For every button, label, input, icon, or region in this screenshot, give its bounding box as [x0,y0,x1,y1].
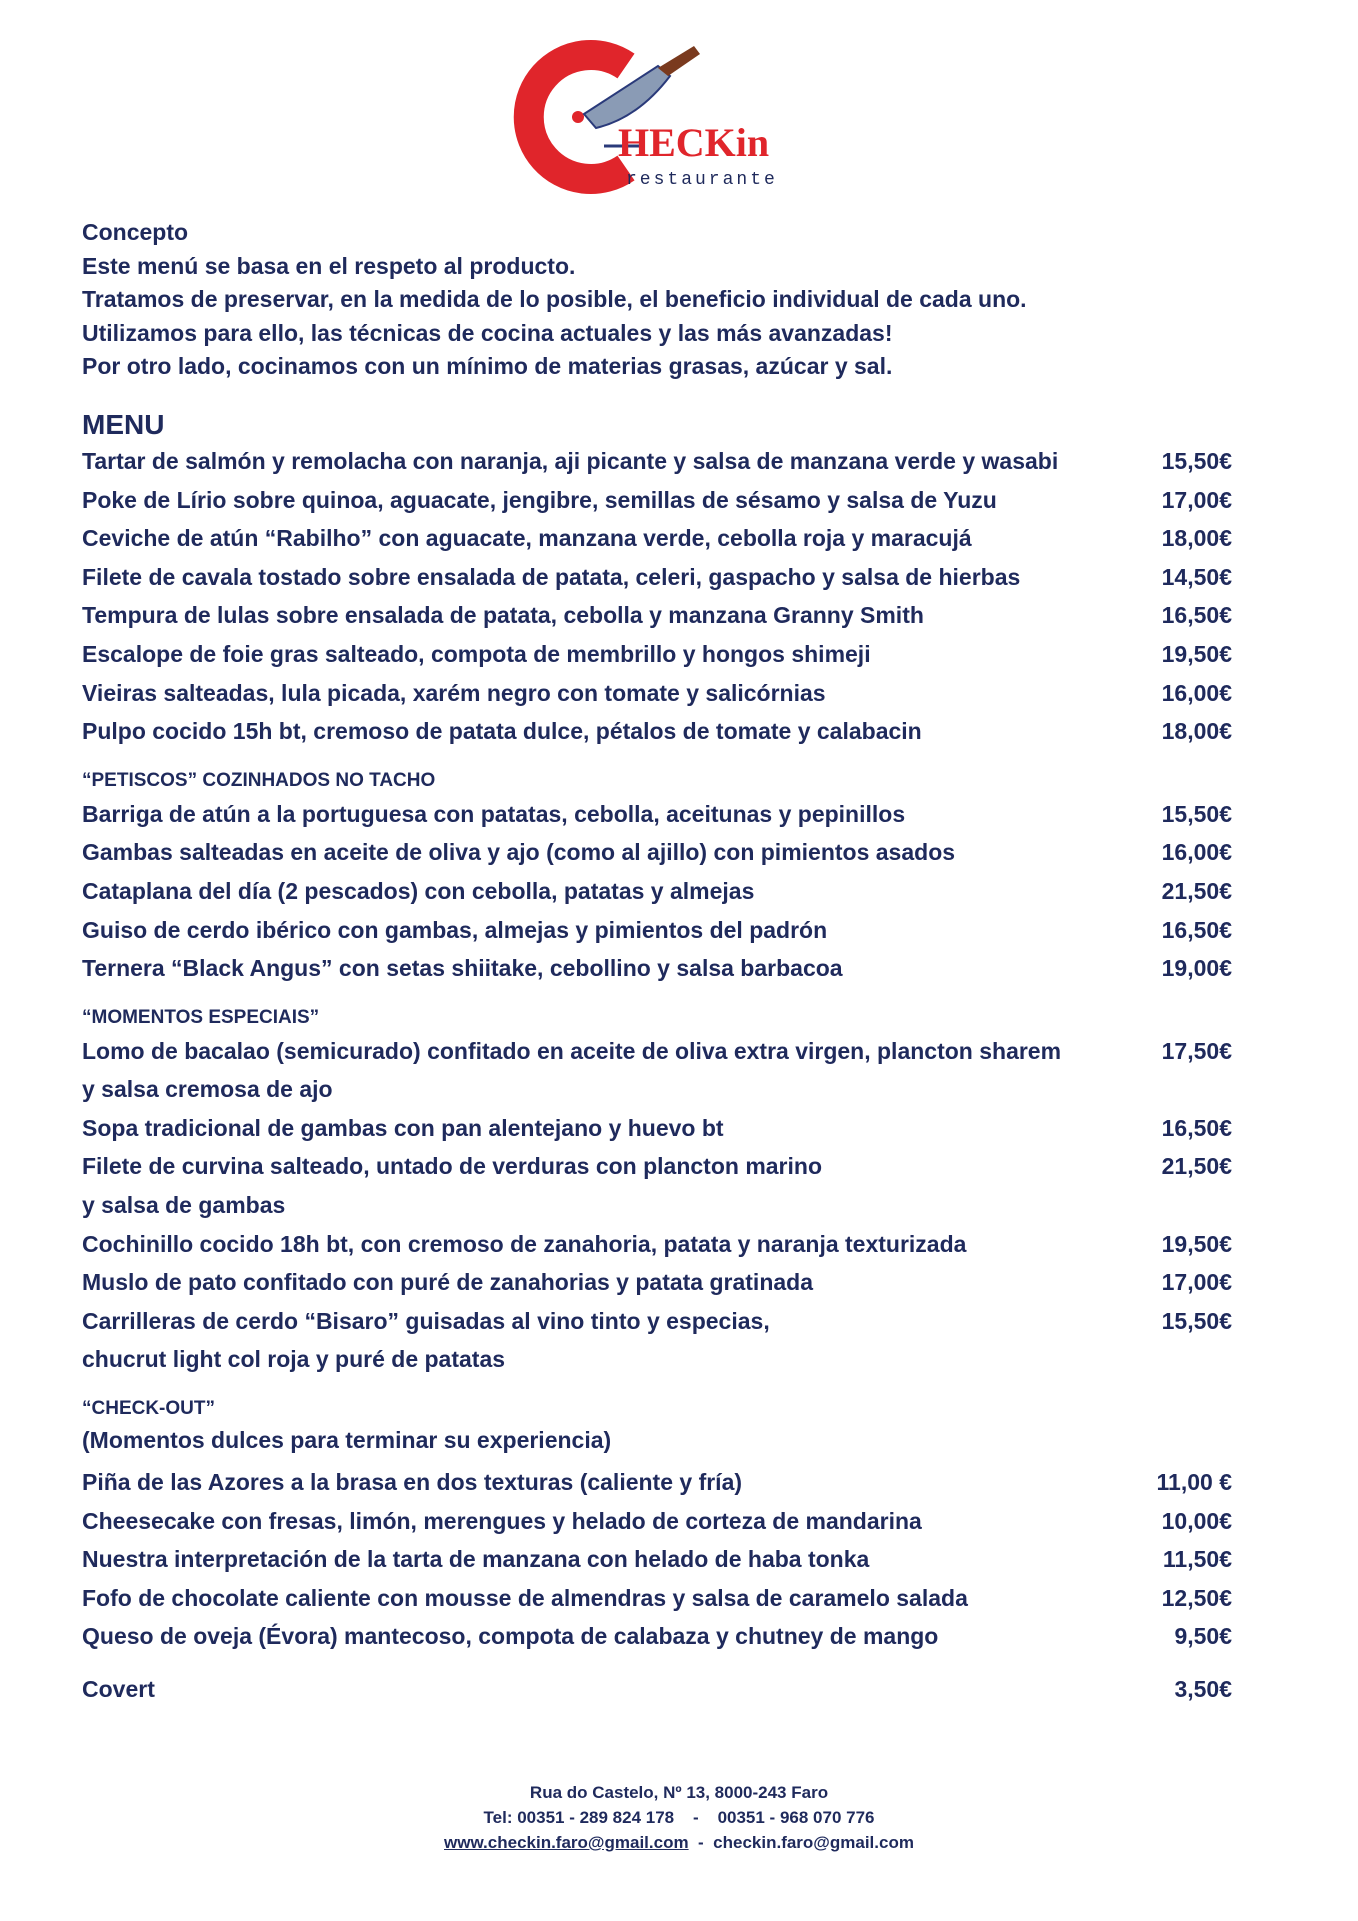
knife-handle [658,46,700,76]
menu-item [82,1617,1232,1656]
menu-item [82,1147,1232,1224]
checkout-list [82,1463,1232,1656]
menu-item [82,1225,1232,1264]
covert-price: 3,50€ [1174,1676,1232,1702]
item-price: 17,00€ [1161,486,1232,513]
item-name: Nuestra interpretación de la tarta de manzana con helado de haba tonka [82,1546,870,1573]
menu-item [82,519,1232,558]
item-name: Cochinillo cocido 18h bt, con cremoso de zanahoria, patata y naranja texturizada [82,1230,967,1257]
item-name: Vieiras salteadas, lula picada, xarém negro con tomate y salicórnias [82,679,826,706]
menu-item [82,1463,1232,1502]
momentos-list [82,1032,1232,1379]
menu-item [82,442,1232,481]
item-name: Tempura de lulas sobre ensalada de patata, cebolla y manzana Granny Smith [82,602,924,629]
item-price: 17,00€ [1161,1269,1232,1296]
petiscos-list [82,795,1232,988]
item-price: 11,50€ [1162,1546,1232,1573]
item-price: 12,50€ [1161,1584,1232,1611]
item-name: Ternera “Black Angus” con setas shiitake, cebollino y salsa barbacoa [82,955,843,982]
item-name: Poke de Lírio sobre quinoa, aguacate, jengibre, semillas de sésamo y salsa de Yuzu [82,486,997,513]
item-price: 17,50€ [1161,1037,1232,1064]
item-name-line1: Filete de curvina salteado, untado de verduras con plancton marino [82,1153,822,1180]
menu-item [82,1540,1232,1579]
item-name: Barriga de atún a la portuguesa con patatas, cebolla, aceitunas y pepinillos [82,800,906,827]
petiscos-title: “PETISCOS” COZINHADOS NO TACHO [82,769,436,791]
logo-brand-text: HECKin [618,120,770,165]
item-name [82,1032,1102,1109]
menu-content [82,216,1232,1709]
item-price: 11,00 € [1156,1469,1232,1496]
menu-item [82,949,1232,988]
item-name: Sopa tradicional de gambas con pan alentejano y huevo bt [82,1114,724,1141]
item-price: 16,50€ [1161,602,1232,629]
menu-item [82,674,1232,713]
item-name: Queso de oveja (Évora) mantecoso, compota de calabaza y chutney de mango [82,1623,939,1650]
item-name: Pulpo cocido 15h bt, cremoso de patata dulce, pétalos de tomate y calabacin [82,718,922,745]
item-name-line2: chucrut light col roja y puré de patatas [82,1346,506,1373]
item-name: Tartar de salmón y remolacha con naranja, aji picante y salsa de manzana verde y wasabi [82,447,1059,474]
item-name: Filete de cavala tostado sobre ensalada de patata, celeri, gaspacho y salsa de hierbas [82,563,1021,590]
checkout-title: “CHECK-OUT” [82,1398,215,1420]
item-price: 10,00€ [1161,1507,1232,1534]
concept-line: Utilizamos para ello, las técnicas de cocina actuales y las más avanzadas! [82,319,893,346]
menu-item [82,872,1232,911]
item-price: 21,50€ [1161,877,1232,904]
checkout-subtitle: (Momentos dulces para terminar su experiencia) [82,1427,612,1454]
menu-item [82,481,1232,520]
footer-phones: Tel: 00351 - 289 824 178 - 00351 - 968 070 776 [483,1808,875,1827]
item-name: Gambas salteadas en aceite de oliva y ajo (como al ajillo) con pimientos asados [82,839,956,866]
menu-item [82,1032,1232,1109]
item-price: 9,50€ [1174,1623,1232,1650]
menu-item [82,1263,1232,1302]
knife-icon [584,66,670,128]
logo-subtitle-text: restaurante [626,170,778,190]
menu-item [82,635,1232,674]
footer-email[interactable]: checkin.faro@gmail.com [713,1833,914,1852]
item-price: 15,50€ [1161,1307,1232,1334]
item-name-line1: Lomo de bacalao (semicurado) confitado en aceite de oliva extra virgen, plancton sharem [82,1037,1062,1064]
footer-address: Rua do Castelo, Nº 13, 8000-243 Faro [529,1783,829,1802]
item-price: 16,50€ [1161,1114,1232,1141]
item-name [82,1147,1102,1224]
item-name-line1: Carrilleras de cerdo “Bisaro” guisadas al vino tinto y especias, [82,1307,770,1334]
item-price: 16,00€ [1161,839,1232,866]
item-price: 18,00€ [1161,718,1232,745]
momentos-title: “MOMENTOS ESPECIAIS” [82,1006,320,1028]
menu-item [82,712,1232,751]
footer-separator: - [688,1833,714,1852]
item-price: 15,50€ [1161,800,1232,827]
item-price: 14,50€ [1161,563,1232,590]
item-name: Escalope de foie gras salteado, compota de membrillo y hongos shimeji [82,640,871,667]
menu-list [82,442,1232,751]
covert-label: Covert [82,1676,155,1702]
item-name: Cheesecake con fresas, limón, merengues y helado de corteza de mandarina [82,1507,922,1534]
item-price: 19,50€ [1161,640,1232,667]
item-price: 16,50€ [1161,916,1232,943]
concept-line: Este menú se basa en el respeto al producto. [82,252,576,279]
concept-line: Por otro lado, cocinamos con un mínimo de materias grasas, azúcar y sal. [82,353,893,380]
item-name: Guiso de cerdo ibérico con gambas, almejas y pimientos del padrón [82,916,828,943]
footer [0,1780,1358,1855]
concept-heading: Concepto [82,219,189,245]
menu-item [82,1109,1232,1148]
item-price: 19,50€ [1161,1230,1232,1257]
item-name: Ceviche de atún “Rabilho” con aguacate, manzana verde, cebolla roja y maracujá [82,525,972,552]
menu-item [82,1579,1232,1618]
menu-item [82,596,1232,635]
logo-graphic [508,38,828,198]
item-name: Cataplana del día (2 pescados) con cebolla, patatas y almejas [82,877,755,904]
concept-line: Tratamos de preservar, en la medida de lo posible, el beneficio individual de cada uno. [82,286,1027,313]
menu-title: MENU [82,408,165,440]
item-name: Piña de las Azores a la brasa en dos texturas (caliente y fría) [82,1469,743,1496]
item-name: Fofo de chocolate caliente con mousse de almendras y salsa de caramelo salada [82,1584,968,1611]
item-name [82,1302,1102,1379]
restaurant-logo [508,38,828,198]
item-price: 19,00€ [1161,955,1232,982]
logo-dot [572,111,584,123]
footer-website-link[interactable]: www.checkin.faro@gmail.com [444,1833,689,1852]
item-name-line2: y salsa de gambas [82,1192,286,1219]
concept-section [82,216,1232,384]
item-price: 16,00€ [1161,679,1232,706]
footer-contact [0,1830,1358,1855]
menu-item [82,1502,1232,1541]
item-name: Muslo de pato confitado con puré de zanahorias y patata gratinada [82,1269,814,1296]
menu-item [82,1302,1232,1379]
item-price: 21,50€ [1161,1153,1232,1180]
menu-item [82,833,1232,872]
item-price: 18,00€ [1161,525,1232,552]
menu-item [82,795,1232,834]
covert-row [82,1670,1232,1709]
menu-item [82,558,1232,597]
item-name-line2: y salsa cremosa de ajo [82,1076,333,1103]
item-price: 15,50€ [1161,447,1232,474]
menu-item [82,911,1232,950]
